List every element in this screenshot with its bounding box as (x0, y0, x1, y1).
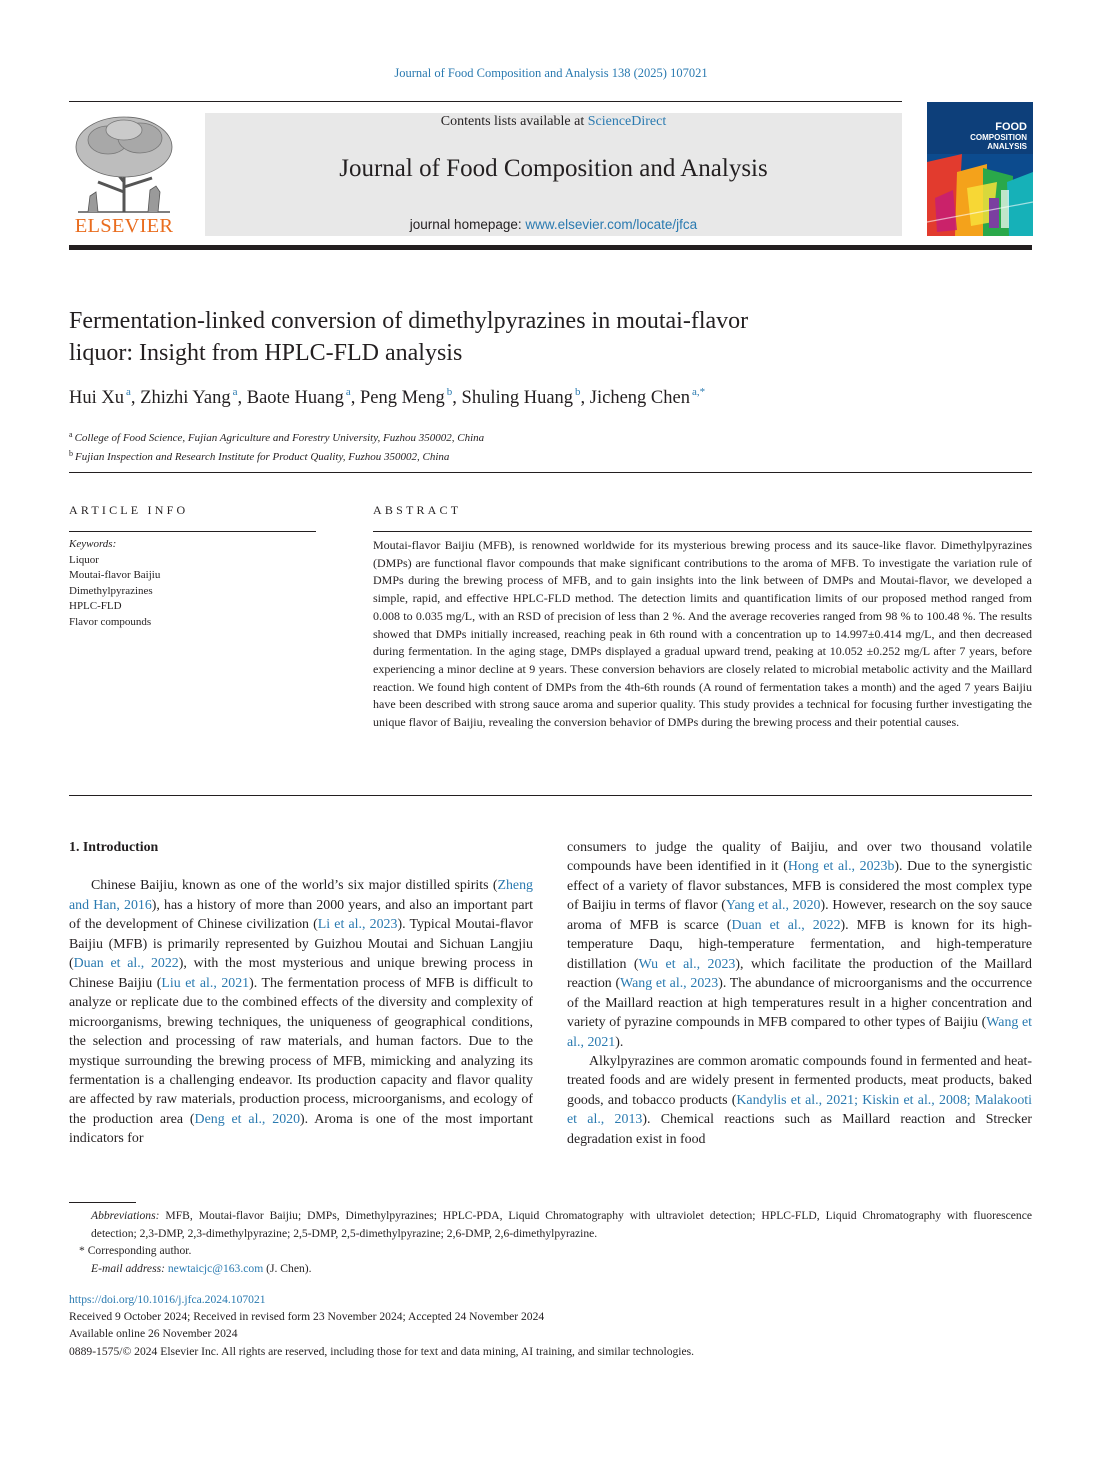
article-info-heading: ARTICLE INFO (69, 503, 189, 517)
elsevier-tree-logo[interactable] (68, 112, 180, 238)
journal-masthead (205, 113, 902, 236)
abstract-end-rule (69, 795, 1032, 796)
affiliation-mark[interactable]: a,* (691, 386, 706, 398)
paragraph-text: ), has a history of more than 2000 years, and also an important part of the development of Chinese civilization ( (69, 897, 533, 933)
paragraph (567, 838, 1032, 1052)
email-footnote (69, 1260, 1032, 1278)
received-dates: Received 9 October 2024; Received in revised form 23 November 2024; Accepted 24 November 2024 (69, 1310, 545, 1324)
homepage-link[interactable]: www.elsevier.com/locate/jfca (525, 217, 698, 232)
affiliation-mark[interactable]: b (575, 386, 581, 398)
journal-cover-image[interactable] (927, 102, 1033, 236)
author[interactable]: Peng Meng $^b$ (359, 386, 453, 408)
keyword: Flavor compounds (69, 615, 152, 628)
section-rule (69, 472, 1032, 473)
paragraph-text: ), which facilitate the production of the Maillard reaction ( (567, 956, 1032, 992)
citation-link[interactable]: Liu et al., 2021 (161, 975, 250, 991)
paragraph (69, 876, 533, 1148)
abbreviations-text: MFB, Moutai-flavor Baijiu; DMPs, Dimethylpyrazines; HPLC-PDA, Liquid Chromatography with ultraviolet detection; HPLC-FLD, Liquid Chromatography with fluorescence detection; 2,3-DMP, 2,3-dimethylpyrazine; 2,5-DMP, 2,5-dimethylpyrazine; 2,6-DMP, 2,6-dimethylpyrazine. (91, 1209, 1032, 1240)
abbreviations-label: Abbreviations: (91, 1209, 160, 1222)
footnotes (69, 1207, 1032, 1277)
affiliation: $^a$ College of Food Science, Fujian Agriculture and Forestry University, Fuzhou 350002, China (69, 430, 485, 444)
affiliation-mark[interactable]: a (345, 386, 351, 398)
contents-prefix: Contents lists available at (440, 114, 588, 129)
paragraph-text: ). However, research on the soy sauce aroma of MFB is scarce ( (567, 898, 1033, 933)
paragraph (567, 1052, 1032, 1149)
paragraph-text: consumers to judge the quality of Baijiu, and over two thousand volatile compounds have been identified in it ( (567, 840, 1032, 875)
citation-link[interactable]: Duan et al., 2022 (731, 917, 841, 933)
keyword: Dimethylpyrazines (69, 584, 153, 597)
body-column-right (567, 838, 1032, 1149)
paragraph-text: ). MFB is known for its high-temperature Daqu, high-temperature fermentation, and high-temperature distillation ( (567, 917, 1032, 972)
journal-cover-icon (927, 102, 1033, 236)
footnote-rule (69, 1202, 136, 1203)
paragraph-text: ). Chemical reactions such as Maillard reaction and Strecker degradation exist in food (567, 1112, 1032, 1147)
keyword: Moutai-flavor Baijiu (69, 569, 161, 582)
author[interactable]: Shuling Huang $^b$ (461, 386, 581, 408)
title-line-2: liquor: Insight from HPLC-FLD analysis (69, 340, 463, 366)
copyright-notice: 0889-1575/© 2024 Elsevier Inc. All rights are reserved, including those for text and data mining, AI training, and similar technologies. (69, 1344, 695, 1358)
abstract-rule (373, 531, 1032, 532)
citation-link[interactable]: Li et al., 2023 (317, 917, 398, 933)
paragraph-text: Chinese Baijiu, known as one of the world’s six major distilled spirits ( (91, 878, 498, 894)
paragraph-text: ). The fermentation process of MFB is difficult to analyze or replicate due to the combined effects of the diversity and complexity of microorganisms, brewing techniques, the uniqueness of geographical conditions, the selection and processing of raw materials, and human factors. Due to the mystique surrounding the brewing process of MFB, mimicking and analyzing its fermentation is a challenging endeavor. Its production capacity and flavor quality are affected by raw materials, production process, microorganisms, and ecology of the production area ( (69, 975, 534, 1127)
homepage-prefix: journal homepage: (409, 217, 526, 232)
doi-link[interactable]: https://doi.org/10.1016/j.jfca.2024.107021 (69, 1293, 266, 1306)
sciencedirect-link[interactable]: ScienceDirect (587, 114, 667, 129)
publication-info (69, 1291, 1032, 1360)
affiliation: $^b$ Fujian Inspection and Research Institute for Product Quality, Fuzhou 350002, China (69, 449, 450, 463)
paragraph-text: ). Aroma is one of the most important indicators for (69, 1111, 533, 1147)
available-online: Available online 26 November 2024 (69, 1327, 238, 1341)
header-thick-rule (69, 245, 1032, 250)
paragraph-text: ). The abundance of microorganisms and the occurrence of the Maillard reaction at high temperatures result in a higher concentration and variety of pyrazine compounds in MFB compared to other types of Baijiu ( (567, 976, 1032, 1031)
paragraph-text: ). Typical Moutai-flavor Baijiu (MFB) is primarily represented by Guizhou Moutai and Sichuan Langjiu ( (69, 917, 534, 972)
affiliation-mark[interactable]: b (446, 386, 453, 398)
citation-link[interactable]: Wang et al., 2023 (620, 976, 719, 992)
citation-link[interactable]: Yang et al., 2020 (725, 898, 821, 914)
paragraph-text: ). (615, 1034, 624, 1050)
citation-link[interactable]: Hong et al., 2023b (787, 859, 895, 875)
cover-title-1: FOOD (995, 121, 1027, 133)
email-label: E-mail address: (91, 1261, 165, 1275)
journal-citation[interactable]: Journal of Food Composition and Analysis 138 (2025) 107021 (394, 66, 708, 80)
keyword: Liquor (69, 553, 99, 566)
cover-title-2: COMPOSITION (970, 133, 1027, 142)
affiliations (69, 427, 769, 465)
author[interactable]: Hui Xu $^a$ (69, 386, 131, 408)
title-line-1: Fermentation-linked conversion of dimethylpyrazines in moutai-flavor (69, 308, 749, 334)
keyword: HPLC-FLD (69, 600, 122, 613)
citation-link[interactable]: Zheng and Han, 2016 (69, 878, 533, 913)
cover-title-3: ANALYSIS (987, 142, 1027, 151)
author[interactable]: Baote Huang $^a$ (246, 386, 351, 408)
email-link[interactable]: newtaicjc@163.com (167, 1261, 264, 1275)
author-list: Hui Xu $^a$, Zhizhi Yang $^a$, Baote Huang $^a$, Peng Meng $^b$, Shuling Huang $^b$, Jicheng Chen $^{a,*}$ (69, 386, 706, 408)
email-suffix: (J. Chen). (263, 1261, 312, 1275)
keywords-block (69, 537, 329, 631)
article-info-rule (69, 531, 316, 532)
citation-link[interactable]: Deng et al., 2020 (194, 1111, 301, 1127)
citation-link[interactable]: Wang et al., 2021 (567, 1015, 1032, 1050)
citation-link[interactable]: Kandylis et al., 2021; Kiskin et al., 2008; Malakooti et al., 2013 (567, 1092, 1032, 1128)
header-rule (69, 101, 902, 102)
tree-logo-icon (68, 112, 180, 216)
contents-line (205, 114, 902, 130)
abstract-text: Moutai-flavor Baijiu (MFB), is renowned worldwide for its mysterious brewing process and its sauce-like flavor. Dimethylpyrazines (DMPs) are functional flavor compounds that make significant contributions to the aroma of MFB. To investigate the variation rule of DMPs during the brewing process of MFB, and to gain insights into the link between of DMPs and Moutai-flavor, we developed a simple, rapid, and effective HPLC-FLD method. The detection limits and quantification limits of our proposed method ranged from 0.008 to 0.035 mg/L, with an RSD of precision of less than 2 %. And the average recoveries ranged from 98 % to 100.48 %. The results showed that DMPs initially increased, reaching peak in 6th round with a concentration up to 14.997±0.414 mg/L, and then decreased during fermentation. In the aging stage, DMPs displayed a gradual upward trend, peaking at 10.052 ±0.252 mg/L after 7 years, before experiencing a minor decline at 9 years. These conversion behaviors are closely related to microbial metabolic activity and the Maillard reaction. We found high content of DMPs from the 4th-6th rounds (A round of fermentation takes a month) and the aged 7 years Baijiu have been described with strong sauce aroma and superior quality. This study provides a technical for focusing further investigating the unique flavor of Baijiu, revealing the conversion behavior of DMPs during the brewing process and their potential causes. (373, 538, 1032, 730)
affiliation-mark[interactable]: a (232, 386, 238, 398)
section-heading-introduction: 1. Introduction (69, 840, 159, 855)
corresponding-author-note: * Corresponding author. (79, 1244, 192, 1257)
author[interactable]: Zhizhi Yang $^a$ (140, 386, 238, 408)
paragraph-text: Alkylpyrazines are common aromatic compounds found in fermented and heat-treated foods and are widely present in fermented products, meat products, baked goods, and tobacco products ( (567, 1053, 1032, 1108)
body-column-left (69, 838, 533, 1149)
paragraph-text: ), with the most mysterious and unique brewing process in Chinese Baijiu ( (69, 956, 533, 991)
abstract-heading: ABSTRACT (373, 503, 462, 517)
citation-link[interactable]: Wu et al., 2023 (638, 956, 736, 972)
author[interactable]: Jicheng Chen $^{a,*}$ (589, 386, 706, 408)
keywords-label: Keywords: (69, 538, 117, 550)
affiliation-mark[interactable]: a (126, 386, 131, 398)
citation-link[interactable]: Duan et al., 2022 (73, 956, 179, 972)
abbreviations-footnote (69, 1207, 1032, 1242)
article-title (69, 305, 929, 369)
paragraph-text: ). Due to the synergistic effect of a variety of flavor substances, MFB is considered the most complex type of Baijiu in terms of flavor ( (567, 859, 1032, 914)
journal-title: Journal of Food Composition and Analysis (339, 155, 768, 182)
elsevier-wordmark: ELSEVIER (74, 215, 174, 237)
homepage-line (205, 217, 902, 232)
